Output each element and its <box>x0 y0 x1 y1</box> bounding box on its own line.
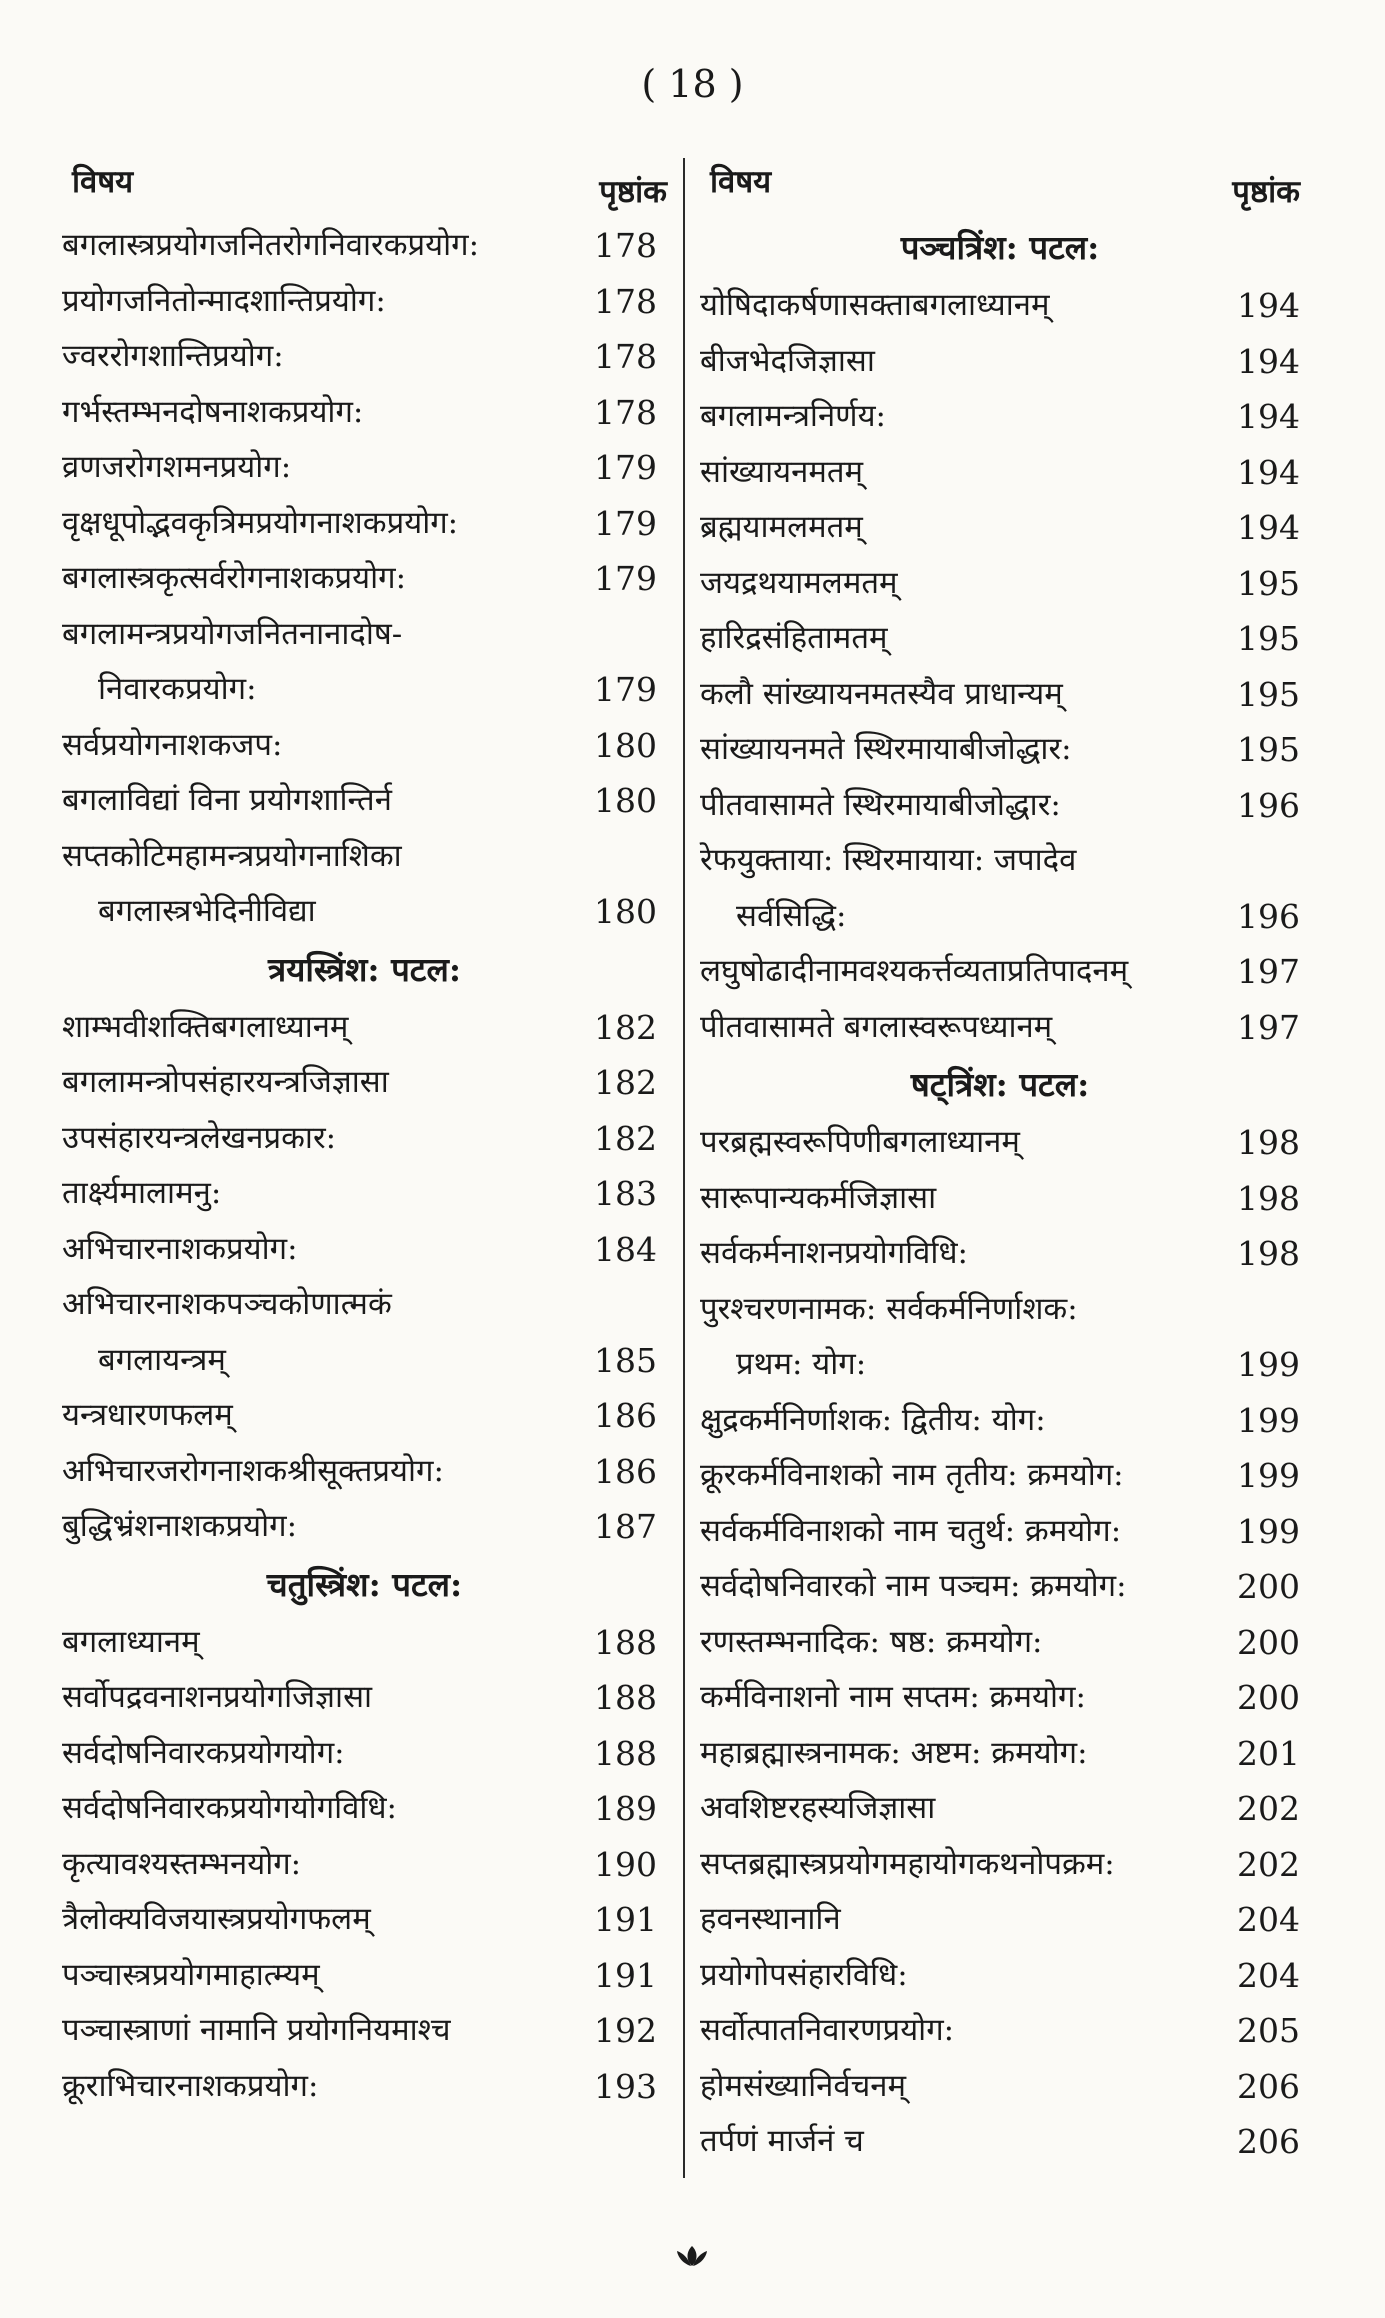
entry-title: लघुषोढादीनामवश्यकर्त्तव्यताप्रतिपादनम् <box>700 953 1129 989</box>
contents-entry <box>62 440 667 496</box>
section-title: त्रयस्त्रिंश: पटल: <box>268 949 461 989</box>
entry-page-number: 199 <box>1237 1400 1300 1440</box>
entry-page-number: 195 <box>1237 563 1300 603</box>
entry-title: पुरश्चरणनामक: सर्वकर्मनिर्णाशक: <box>700 1290 1078 1327</box>
entry-page-number: 179 <box>594 559 657 598</box>
contents-entry <box>700 944 1300 1000</box>
entry-page-number: 194 <box>1237 341 1300 381</box>
entry-title: सांख्यायनमतम् <box>700 453 864 490</box>
entry-title: सप्तब्रह्मास्त्रप्रयोगमहायोगकथनोपक्रम: <box>700 1845 1115 1882</box>
contents-entry <box>700 1226 1300 1282</box>
entry-page-number: 200 <box>1237 1678 1300 1717</box>
contents-entry <box>62 1111 667 1167</box>
contents-entry <box>700 1559 1300 1615</box>
entry-title: व्रणजरोगशमनप्रयोग: <box>62 449 292 485</box>
entry-page-number: 202 <box>1237 1789 1300 1828</box>
entry-title: बगलायन्त्रम् <box>98 1341 226 1378</box>
contents-entry <box>700 889 1300 945</box>
left-header <box>62 160 667 218</box>
entry-page-number: 205 <box>1237 2011 1300 2050</box>
entry-title: कृत्यावश्यस्तम्भनयोग: <box>62 1845 302 1882</box>
contents-entry <box>700 2003 1300 2059</box>
section-title: चतुस्त्रिंश: पटल: <box>266 1564 463 1604</box>
entry-page-number: 179 <box>594 448 657 487</box>
contents-entry <box>62 1444 667 1500</box>
entry-title: प्रथम: योग: <box>736 1346 867 1382</box>
entry-title: प्रयोगोपसंहारविधि: <box>700 1956 908 1993</box>
contents-entry <box>700 1393 1300 1449</box>
entry-title: बगलास्त्रकृत्सर्वरोगनाशकप्रयोग: <box>62 560 407 596</box>
entry-title: पीतवासामते बगलास्वरूपध्यानम् <box>700 1008 1053 1045</box>
entry-title: शाम्भवीशक्तिबगलाध्यानम् <box>62 1008 349 1045</box>
contents-entry <box>62 773 667 829</box>
contents-entry <box>700 1781 1300 1837</box>
contents-entry <box>62 1277 667 1333</box>
entry-title: रेफयुक्ताया: स्थिरमायाया: जपादेव <box>700 842 1077 878</box>
entry-title: परब्रह्मस्वरूपिणीबगलाध्यानम् <box>700 1124 1020 1160</box>
contents-entry <box>62 1055 667 1111</box>
entry-page-number: 194 <box>1237 286 1300 325</box>
entry-title: कलौ सांख्यायनमतस्यैव प्राधान्यम् <box>700 675 1063 712</box>
entry-page-number: 200 <box>1237 1567 1300 1606</box>
contents-entry <box>700 334 1300 390</box>
subject-heading: विषय <box>710 164 772 200</box>
contents-entry <box>62 662 667 718</box>
contents-entry <box>62 496 667 552</box>
entry-page-number: 188 <box>594 1678 657 1717</box>
contents-entry <box>62 1670 667 1726</box>
contents-entry <box>700 778 1300 834</box>
entry-page-number: 204 <box>1237 1900 1300 1939</box>
entry-title: पीतवासामते स्थिरमायाबीजोद्धार: <box>700 786 1061 823</box>
entry-page-number: 190 <box>594 1844 657 1884</box>
contents-entry <box>700 1337 1300 1393</box>
section-title: पञ्चत्रिंश: पटल: <box>900 228 1100 267</box>
contents-entry <box>700 2114 1300 2170</box>
contents-entry <box>62 1892 667 1948</box>
entry-title: त्रैलोक्यविजयास्त्रप्रयोगफलम् <box>62 1901 371 1937</box>
contents-entry <box>62 1948 667 2004</box>
contents-entry <box>62 1333 667 1389</box>
contents-entry <box>700 1837 1300 1893</box>
entry-page-number: 191 <box>594 1900 657 1939</box>
page-number: ( 18 ) <box>641 62 744 106</box>
entry-page-number: 195 <box>1237 730 1300 769</box>
entry-title: अवशिष्टरहस्यजिज्ञासा <box>700 1790 936 1826</box>
entry-title: प्रयोगजनितोन्मादशान्तिप्रयोग: <box>62 282 386 319</box>
contents-entry <box>700 1282 1300 1338</box>
entry-page-number: 199 <box>1237 1456 1300 1495</box>
right-contents-list <box>700 218 1300 2170</box>
contents-entry <box>700 722 1300 778</box>
entry-page-number: 188 <box>594 1733 657 1773</box>
entry-page-number: 202 <box>1237 1844 1300 1884</box>
contents-entry <box>62 1726 667 1782</box>
entry-title: सर्वसिद्धि: <box>736 897 847 934</box>
entry-page-number: 180 <box>594 725 657 765</box>
entry-title: सर्वदोषनिवारकप्रयोगयोग: <box>62 1734 345 1771</box>
entry-page-number: 182 <box>594 1063 657 1102</box>
entry-title: निवारकप्रयोग: <box>98 671 257 707</box>
entry-title: सर्वकर्मनाशनप्रयोगविधि: <box>700 1235 968 1271</box>
entry-page-number: 198 <box>1237 1178 1300 1218</box>
entry-page-number: 182 <box>594 1118 657 1158</box>
entry-title: महाब्रह्मास्त्रनामक: अष्टम: क्रमयोग: <box>700 1734 1088 1771</box>
entry-page-number: 186 <box>594 1451 657 1491</box>
entry-title: जयद्रथयामलमतम् <box>700 564 898 601</box>
contents-entry <box>700 556 1300 612</box>
right-header <box>700 160 1300 218</box>
entry-page-number: 194 <box>1237 452 1300 492</box>
entry-page-number: 182 <box>594 1007 657 1047</box>
entry-title: क्षुद्रकर्मनिर्णाशक: द्वितीय: योग: <box>700 1401 1046 1438</box>
entry-title: पञ्चास्त्रप्रयोगमाहात्म्यम् <box>62 1956 320 1993</box>
entry-page-number: 178 <box>594 337 657 376</box>
entry-title: बगलास्त्रभेदिनीविद्या <box>98 893 316 929</box>
contents-entry <box>62 2003 667 2059</box>
entry-title: ज्वररोगशान्तिप्रयोग: <box>62 338 284 374</box>
contents-entry <box>62 274 667 330</box>
subject-heading: विषय <box>72 164 134 200</box>
entry-title: बगलामन्त्रोपसंहारयन्त्रजिज्ञासा <box>62 1064 389 1100</box>
entry-page-number: 200 <box>1237 1622 1300 1662</box>
entry-page-number: 185 <box>594 1340 657 1380</box>
entry-title: बगलामन्त्रनिर्णय: <box>700 398 886 434</box>
contents-entry <box>62 1615 667 1671</box>
entry-title: अभिचारनाशकपञ्चकोणात्मकं <box>62 1286 392 1322</box>
entry-page-number: 179 <box>594 503 657 543</box>
entry-page-number: 198 <box>1237 1234 1300 1273</box>
contents-entry <box>700 1615 1300 1671</box>
contents-entry <box>700 445 1300 501</box>
contents-entry <box>62 718 667 774</box>
entry-page-number: 192 <box>594 2011 657 2050</box>
entry-page-number: 197 <box>1237 952 1300 991</box>
entry-title: अभिचारजरोगनाशकश्रीसूक्तप्रयोग: <box>62 1452 444 1489</box>
entry-page-number: 198 <box>1237 1123 1300 1162</box>
column-divider <box>683 158 685 2178</box>
entry-page-number: 189 <box>594 1789 657 1828</box>
contents-entry <box>62 385 667 441</box>
entry-page-number: 179 <box>594 670 657 709</box>
entry-title: गर्भस्तम्भनदोषनाशकप्रयोग: <box>62 393 364 430</box>
left-column <box>62 160 667 2114</box>
contents-entry <box>700 278 1300 334</box>
entry-title: सारूपान्यकर्मजिज्ञासा <box>700 1179 937 1216</box>
contents-entry <box>700 2059 1300 2115</box>
entry-title: बीजभेदजिज्ञासा <box>700 342 875 379</box>
entry-title: ब्रह्मयामलमतम् <box>700 509 863 545</box>
entry-page-number: 193 <box>594 2066 657 2106</box>
entry-title: तार्क्ष्यमालामनु: <box>62 1175 222 1211</box>
entry-title: बगलामन्त्रप्रयोगजनितनानादोष- <box>62 615 403 652</box>
contents-entry <box>62 551 667 607</box>
contents-entry <box>62 218 667 274</box>
entry-page-number: 184 <box>594 1229 657 1269</box>
left-contents-list <box>62 218 667 2114</box>
contents-entry <box>700 1000 1300 1056</box>
entry-title: सर्वोपद्रवनाशनप्रयोगजिज्ञासा <box>62 1679 373 1715</box>
lotus-ornament-icon <box>672 2244 712 2268</box>
contents-entry <box>700 1504 1300 1560</box>
contents-entry <box>62 1166 667 1222</box>
contents-entry <box>700 667 1300 723</box>
entry-title: बुद्धिभ्रंशनाशकप्रयोग: <box>62 1508 298 1544</box>
entry-title: सप्तकोटिमहामन्त्रप्रयोगनाशिका <box>62 837 402 874</box>
entry-page-number: 186 <box>594 1396 657 1435</box>
entry-page-number: 178 <box>594 392 657 432</box>
contents-entry <box>700 1171 1300 1227</box>
entry-page-number: 195 <box>1237 619 1300 658</box>
entry-title: उपसंहारयन्त्रलेखनप्रकार: <box>62 1119 337 1156</box>
entry-page-number: 180 <box>594 892 657 931</box>
contents-entry <box>62 1000 667 1056</box>
entry-page-number: 194 <box>1237 508 1300 547</box>
section-title: षट्त्रिंश: पटल: <box>910 1065 1090 1104</box>
contents-entry <box>62 2059 667 2115</box>
contents-entry <box>62 1222 667 1278</box>
contents-entry <box>62 884 667 940</box>
entry-title: पञ्चास्त्राणां नामानि प्रयोगनियमाश्च <box>62 2012 451 2048</box>
entry-page-number: 194 <box>1237 397 1300 436</box>
entry-title: सर्वप्रयोगनाशकजप: <box>62 726 283 763</box>
entry-title: बगलाध्यानम् <box>62 1623 200 1660</box>
contents-entry <box>700 1892 1300 1948</box>
entry-title: क्रूराभिचारनाशकप्रयोग: <box>62 2067 319 2104</box>
entry-page-number: 201 <box>1237 1733 1300 1773</box>
contents-entry <box>62 1499 667 1555</box>
entry-title: सर्वदोषनिवारकप्रयोगयोगविधि: <box>62 1790 397 1826</box>
contents-entry <box>700 1670 1300 1726</box>
right-column <box>700 160 1300 2170</box>
entry-title: सर्वोत्पातनिवारणप्रयोग: <box>700 2012 955 2048</box>
entry-page-number: 178 <box>594 226 657 265</box>
contents-entry <box>62 1837 667 1893</box>
contents-entry <box>700 833 1300 889</box>
entry-page-number: 191 <box>594 1955 657 1995</box>
contents-entry <box>700 389 1300 445</box>
entry-page-number: 188 <box>594 1622 657 1662</box>
contents-entry <box>62 1781 667 1837</box>
entry-page-number: 197 <box>1237 1007 1300 1047</box>
contents-entry <box>62 1388 667 1444</box>
entry-title: होमसंख्यानिर्वचनम् <box>700 2067 907 2104</box>
entry-page-number: 187 <box>594 1507 657 1546</box>
entry-page-number: 195 <box>1237 674 1300 714</box>
entry-page-number: 199 <box>1237 1511 1300 1551</box>
entry-title: क्रूरकर्मविनाशको नाम तृतीय: क्रमयोग: <box>700 1457 1124 1493</box>
entry-title: बगलाविद्यां विना प्रयोगशान्तिर्न <box>62 782 392 818</box>
contents-entry <box>700 1726 1300 1782</box>
entry-title: कर्मविनाशनो नाम सप्तम: क्रमयोग: <box>700 1679 1086 1715</box>
entry-title: बगलास्त्रप्रयोगजनितरोगनिवारकप्रयोग: <box>62 227 480 263</box>
entry-title: तर्पणं मार्जनं च <box>700 2123 864 2159</box>
entry-page-number: 206 <box>1237 2066 1300 2106</box>
page-heading: पृष्ठांक <box>1232 174 1300 210</box>
contents-entry <box>62 829 667 885</box>
page-heading: पृष्ठांक <box>599 174 667 210</box>
entry-page-number: 180 <box>594 781 657 820</box>
entry-title: रणस्तम्भनादिक: षष्ठ: क्रमयोग: <box>700 1623 1043 1660</box>
entry-title: वृक्षधूपोद्भवकृत्रिमप्रयोगनाशकप्रयोग: <box>62 504 459 541</box>
entry-title: सांख्यायनमते स्थिरमायाबीजोद्धार: <box>700 731 1072 767</box>
contents-entry <box>62 607 667 663</box>
contents-entry <box>62 329 667 385</box>
entry-page-number: 196 <box>1237 896 1300 936</box>
contents-entry <box>700 500 1300 556</box>
entry-page-number: 199 <box>1237 1345 1300 1384</box>
contents-entry <box>700 611 1300 667</box>
contents-entry <box>700 1948 1300 2004</box>
entry-page-number: 196 <box>1237 785 1300 825</box>
contents-entry <box>700 1448 1300 1504</box>
entry-page-number: 183 <box>594 1174 657 1213</box>
entry-title: हारिद्रसंहितामतम् <box>700 620 888 656</box>
entry-title: हवनस्थानानि <box>700 1901 841 1937</box>
entry-title: यन्त्रधारणफलम् <box>62 1397 233 1433</box>
entry-page-number: 206 <box>1237 2122 1300 2161</box>
entry-page-number: 178 <box>594 281 657 321</box>
entry-title: सर्वदोषनिवारको नाम पञ्चम: क्रमयोग: <box>700 1568 1127 1604</box>
entry-title: अभिचारनाशकप्रयोग: <box>62 1230 298 1267</box>
contents-entry <box>700 1115 1300 1171</box>
entry-page-number: 204 <box>1237 1955 1300 1995</box>
entry-title: योषिदाकर्षणासक्ताबगलाध्यानम् <box>700 287 1050 323</box>
entry-title: सर्वकर्मविनाशको नाम चतुर्थ: क्रमयोग: <box>700 1512 1122 1549</box>
